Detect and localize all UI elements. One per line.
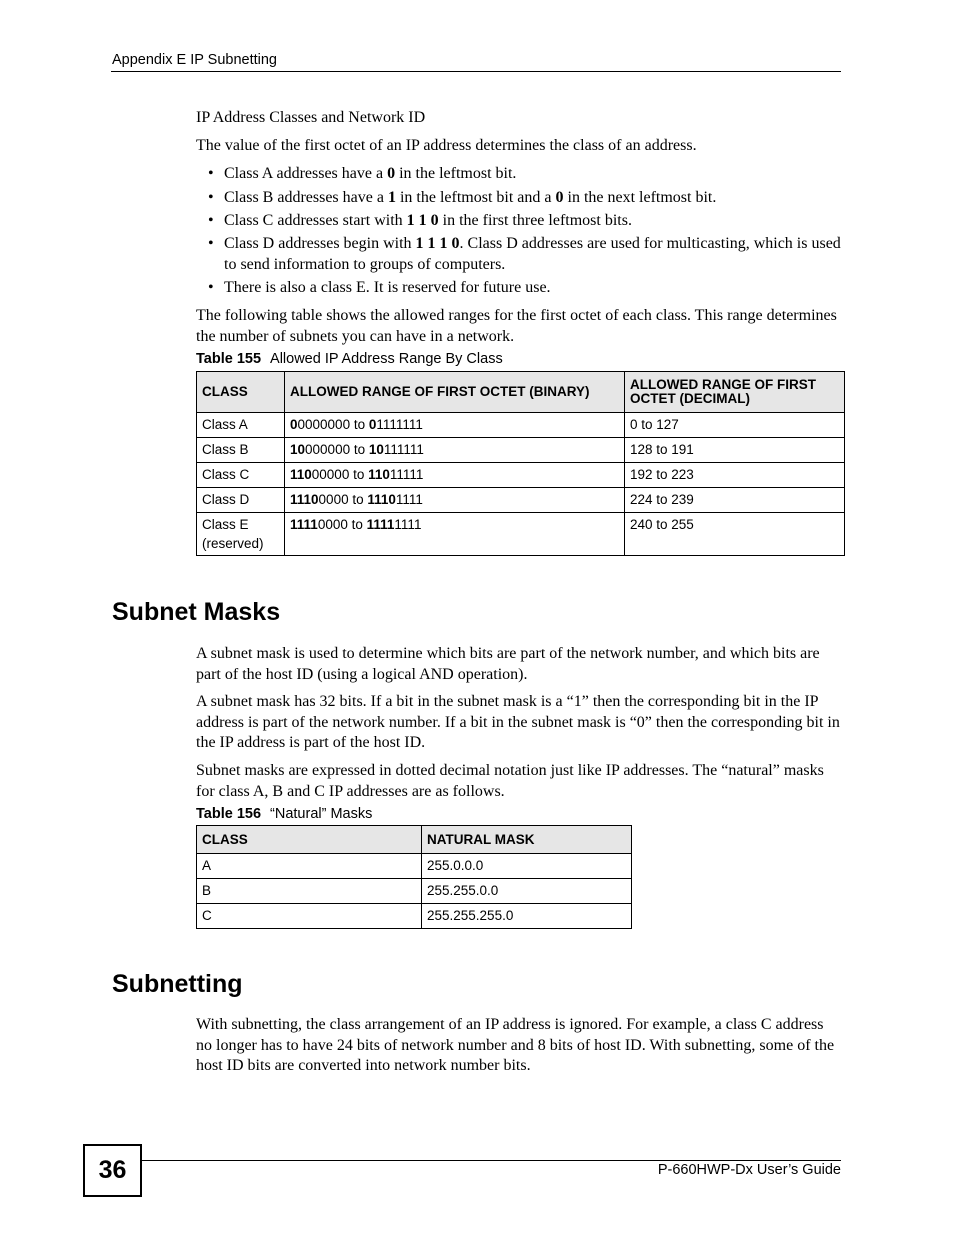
bullet-class-b: • Class B addresses have a 1 in the leftmost bit and a 0 in the next leftmost bit.	[208, 189, 717, 206]
bullet-class-e: • There is also a class E. It is reserved for future use.	[208, 279, 551, 296]
cell-decimal: 0 to 127	[625, 413, 845, 438]
cell-decimal: 240 to 255	[625, 513, 845, 556]
cell-binary: 11100000 to 11101111	[285, 488, 625, 513]
col-header-class: CLASS	[197, 826, 422, 854]
header-rule	[111, 71, 841, 72]
cell-mask: 255.255.0.0	[422, 879, 632, 904]
table-row	[197, 513, 845, 556]
heading-subnet-masks: Subnet Masks	[112, 598, 281, 626]
cell-decimal: 192 to 223	[625, 463, 845, 488]
table-header-row	[197, 372, 845, 413]
bullet-class-a: • Class A addresses have a 0 in the leftmost bit.	[208, 165, 517, 182]
table-ip-ranges	[196, 371, 845, 556]
col-header-decimal: ALLOWED RANGE OF FIRST OCTET (DECIMAL)	[625, 372, 845, 413]
paragraph-subnetting: With subnetting, the class arrangement of an IP address is ignored. For example, a class C address no longer has to have 24 bits of network number and 8 bits of host ID. With subnetting, some of the host ID bits are converted into network number bits.	[196, 1016, 835, 1074]
cell-class: Class C	[197, 463, 285, 488]
cell-binary: 10000000 to 10111111	[285, 438, 625, 463]
paragraph-intro: The value of the first octet of an IP address determines the class of an address.	[196, 137, 697, 154]
cell-binary: 00000000 to 01111111	[285, 413, 625, 438]
table-row	[197, 438, 845, 463]
table-row	[197, 413, 845, 438]
footer-rule	[140, 1160, 841, 1161]
cell-class: Class E (reserved)	[197, 513, 285, 556]
cell-class: B	[197, 879, 422, 904]
paragraph-subnet-mask-3: Subnet masks are expressed in dotted decimal notation just like IP addresses. The “natural” masks for class A, B and C IP addresses are as follows.	[196, 762, 824, 800]
table-row	[197, 854, 632, 879]
subsection-heading: IP Address Classes and Network ID	[196, 109, 426, 126]
cell-class: A	[197, 854, 422, 879]
table-row	[197, 879, 632, 904]
table-natural-masks	[196, 825, 632, 929]
cell-mask: 255.255.255.0	[422, 904, 632, 929]
paragraph-table-intro: The following table shows the allowed ranges for the first octet of each class. This range determines the number of subnets you can have in a network.	[196, 307, 837, 345]
col-header-natural-mask: NATURAL MASK	[422, 826, 632, 854]
paragraph-subnet-mask-1: A subnet mask is used to determine which bits are part of the network number, and which bits are part of the host ID (using a logical AND operation).	[196, 645, 820, 683]
heading-subnetting: Subnetting	[112, 970, 243, 998]
cell-binary: 11000000 to 11011111	[285, 463, 625, 488]
table156-caption: Table 156 “Natural” Masks	[196, 806, 373, 822]
col-header-binary: ALLOWED RANGE OF FIRST OCTET (BINARY)	[285, 372, 625, 413]
cell-decimal: 224 to 239	[625, 488, 845, 513]
table-row	[197, 904, 632, 929]
paragraph-subnet-mask-2: A subnet mask has 32 bits. If a bit in the subnet mask is a “1” then the corresponding bit in the IP address is part of the network number. If a bit in the subnet mask is “0” then the corresponding bit in the IP address is part of the host ID.	[196, 693, 840, 751]
col-header-class: CLASS	[197, 372, 285, 413]
bullet-class-d: • Class D addresses begin with 1 1 1 0. Class D addresses are used for multicasting, which is used to send information to groups of computers.	[208, 235, 841, 273]
cell-decimal: 128 to 191	[625, 438, 845, 463]
footer-guide-title: P-660HWP-Dx User’s Guide	[657, 1162, 841, 1178]
cell-class: Class D	[197, 488, 285, 513]
table-row	[197, 463, 845, 488]
cell-class: Class A	[197, 413, 285, 438]
cell-class: C	[197, 904, 422, 929]
table-header-row	[197, 826, 632, 854]
table155-caption: Table 155 Allowed IP Address Range By Class	[196, 351, 503, 367]
running-header: Appendix E IP Subnetting	[112, 52, 277, 68]
cell-mask: 255.0.0.0	[422, 854, 632, 879]
cell-class: Class B	[197, 438, 285, 463]
cell-binary: 11110000 to 11111111	[285, 513, 625, 556]
page-number: 36	[83, 1144, 142, 1197]
table-row	[197, 488, 845, 513]
bullet-class-c: • Class C addresses start with 1 1 0 in the first three leftmost bits.	[208, 212, 632, 229]
